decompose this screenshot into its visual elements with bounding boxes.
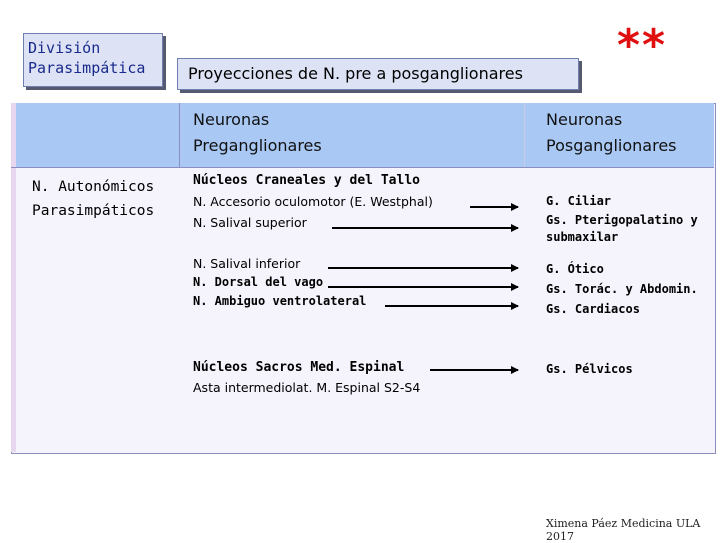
column-header-post-line-1: Neuronas (546, 110, 623, 129)
pre-accessory-oculomotor: N. Accesorio oculomotor (E. Westphal) (193, 194, 433, 209)
pre-intermediolateral-horn: Asta intermediolat. M. Espinal S2-S4 (193, 380, 421, 395)
column-header-pre-line-2: Preganglionares (193, 136, 322, 155)
row-label-line-2: Parasimpáticos (32, 203, 155, 219)
title-line-1: División (28, 39, 101, 57)
cranial-nuclei-heading: Núcleos Craneales y del Tallo (193, 173, 420, 188)
header-text: Proyecciones de N. pre a posganglionares (188, 64, 523, 83)
post-cardiac-ganglia: Gs. Cardiacos (546, 302, 640, 316)
column-header-post-line-2: Posganglionares (546, 136, 677, 155)
sacral-nuclei-heading: Núcleos Sacros Med. Espinal (193, 360, 405, 375)
post-thoracic-abdominal: Gs. Torác. y Abdomin. (546, 282, 698, 296)
post-otic-ganglion: G. Ótico (546, 262, 604, 276)
post-pterygopalatine: Gs. Pterigopalatino y (546, 213, 698, 227)
column-header-pre-line-1: Neuronas (193, 110, 270, 129)
post-ciliary-ganglion: G. Ciliar (546, 194, 612, 208)
row-label-line-1: N. Autonómicos (32, 179, 155, 195)
footer-credit: Ximena Páez Medicina ULA 2017 (546, 517, 701, 543)
pre-dorsal-vagus: N. Dorsal del vago (193, 275, 324, 289)
pre-salivary-superior: N. Salival superior (193, 215, 307, 230)
pre-ambiguus-ventrolateral: N. Ambiguo ventrolateral (193, 294, 367, 308)
double-asterisk-marker: ** (617, 20, 668, 71)
post-submaxillary: submaxilar (546, 230, 619, 244)
title-line-2: Parasimpática (28, 59, 146, 77)
pre-salivary-inferior: N. Salival inferior (193, 256, 301, 271)
post-pelvic-ganglia: Gs. Pélvicos (546, 362, 633, 376)
